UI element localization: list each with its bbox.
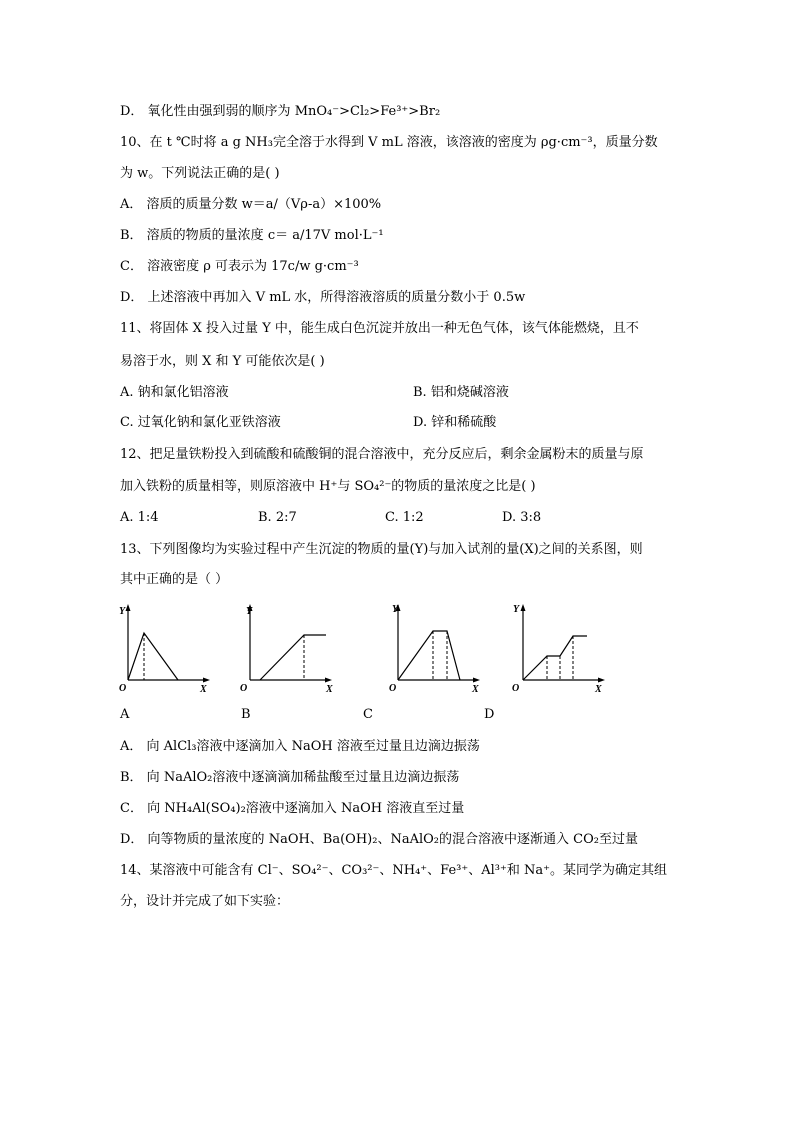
graph-c-label: C	[363, 707, 373, 722]
q13-option-c: C． 向 NH₄Al(SO₄)₂溶液中逐滴加入 NaOH 溶液直至过量	[120, 801, 465, 816]
q11-option-b: B. 铝和烧碱溶液	[413, 385, 509, 400]
graph-c	[386, 600, 486, 699]
graph-d	[511, 600, 611, 699]
graph-b-origin: O	[240, 683, 248, 694]
graph-a-y-label: Y	[119, 606, 126, 617]
graph-c-origin: O	[389, 683, 397, 694]
graph-b-label: B	[241, 707, 251, 722]
graph-d-origin: O	[512, 683, 520, 694]
q10-stem-line2: 为 w。下列说法正确的是( )	[120, 166, 280, 181]
graph-c-y-label: Y	[392, 604, 399, 615]
q13-stem-line2: 其中正确的是（ ）	[120, 572, 229, 587]
q10-option-d: D． 上述溶液中再加入 V mL 水，所得溶液溶质的质量分数小于 0.5w	[120, 290, 526, 305]
q11-option-a: A. 钠和氯化铝溶液	[120, 385, 229, 400]
graph-b-x-label: X	[326, 684, 333, 695]
q12-option-a: A. 1:4	[120, 510, 159, 525]
q12-option-b: B. 2:7	[258, 510, 297, 525]
q12-stem-line1: 12、把足量铁粉投入到硫酸和硫酸铜的混合溶液中，充分反应后，剩余金属粉末的质量与原	[120, 447, 644, 462]
q14-stem-line2: 分，设计并完成了如下实验：	[120, 894, 290, 909]
graph-a-label: A	[120, 707, 130, 722]
q11-option-c: C. 过氧化钠和氯化亚铁溶液	[120, 415, 281, 430]
q13-option-b: B． 向 NaAlO₂溶液中逐滴滴加稀盐酸至过量且边滴边振荡	[120, 770, 460, 785]
graph-b-y-label: Y	[246, 606, 253, 617]
graph-c-x-label: X	[472, 684, 479, 695]
graph-d-label: D	[484, 707, 495, 722]
graph-a-origin: O	[119, 683, 127, 694]
q13-stem-line1: 13、下列图像均为实验过程中产生沉淀的物质的量(Y)与加入试剂的量(X)之间的关系图，则	[120, 542, 643, 557]
graph-a-x-label: X	[200, 684, 207, 695]
q12-stem-line2: 加入铁粉的质量相等，则原溶液中 H⁺与 SO₄²⁻的物质的量浓度之比是( )	[120, 479, 536, 494]
graph-d-y-label: Y	[513, 604, 520, 615]
graph-b	[238, 600, 338, 699]
q13-option-d: D． 向等物质的量浓度的 NaOH、Ba(OH)₂、NaAlO₂的混合溶液中逐渐通入 CO₂至过量	[120, 832, 638, 847]
graph-a	[116, 600, 216, 699]
q13-option-a: A． 向 AlCl₃溶液中逐滴加入 NaOH 溶液至过量且边滴边振荡	[120, 739, 480, 754]
q10-stem-line1: 10、在 t ℃时将 a g NH₃完全溶于水得到 V mL 溶液，该溶液的密度为 ρg·cm⁻³，质量分数	[120, 135, 658, 150]
q11-stem-line1: 11、将固体 X 投入过量 Y 中，能生成白色沉淀并放出一种无色气体，该气体能燃烧，且不	[120, 321, 639, 336]
q10-option-a: A． 溶质的质量分数 w＝a/（Vρ-a）×100%	[120, 197, 382, 212]
q9-option-d: D． 氧化性由强到弱的顺序为 MnO₄⁻>Cl₂>Fe³⁺>Br₂	[120, 104, 441, 119]
q10-option-b: B． 溶质的物质的量浓度 c＝ a/17V mol·L⁻¹	[120, 228, 384, 243]
graph-d-x-label: X	[595, 684, 602, 695]
q14-stem-line1: 14、某溶液中可能含有 Cl⁻、SO₄²⁻、CO₃²⁻、NH₄⁺、Fe³⁺、Al³⁺和 Na⁺。某同学为确定其组	[120, 863, 667, 878]
q11-stem-line2: 易溶于水，则 X 和 Y 可能依次是( )	[120, 354, 325, 369]
q10-option-c: C． 溶液密度 ρ 可表示为 17c/w g·cm⁻³	[120, 259, 359, 274]
q11-option-d: D. 锌和稀硫酸	[413, 415, 497, 430]
q12-option-d: D. 3:8	[502, 510, 542, 525]
q12-option-c: C. 1:2	[385, 510, 424, 525]
